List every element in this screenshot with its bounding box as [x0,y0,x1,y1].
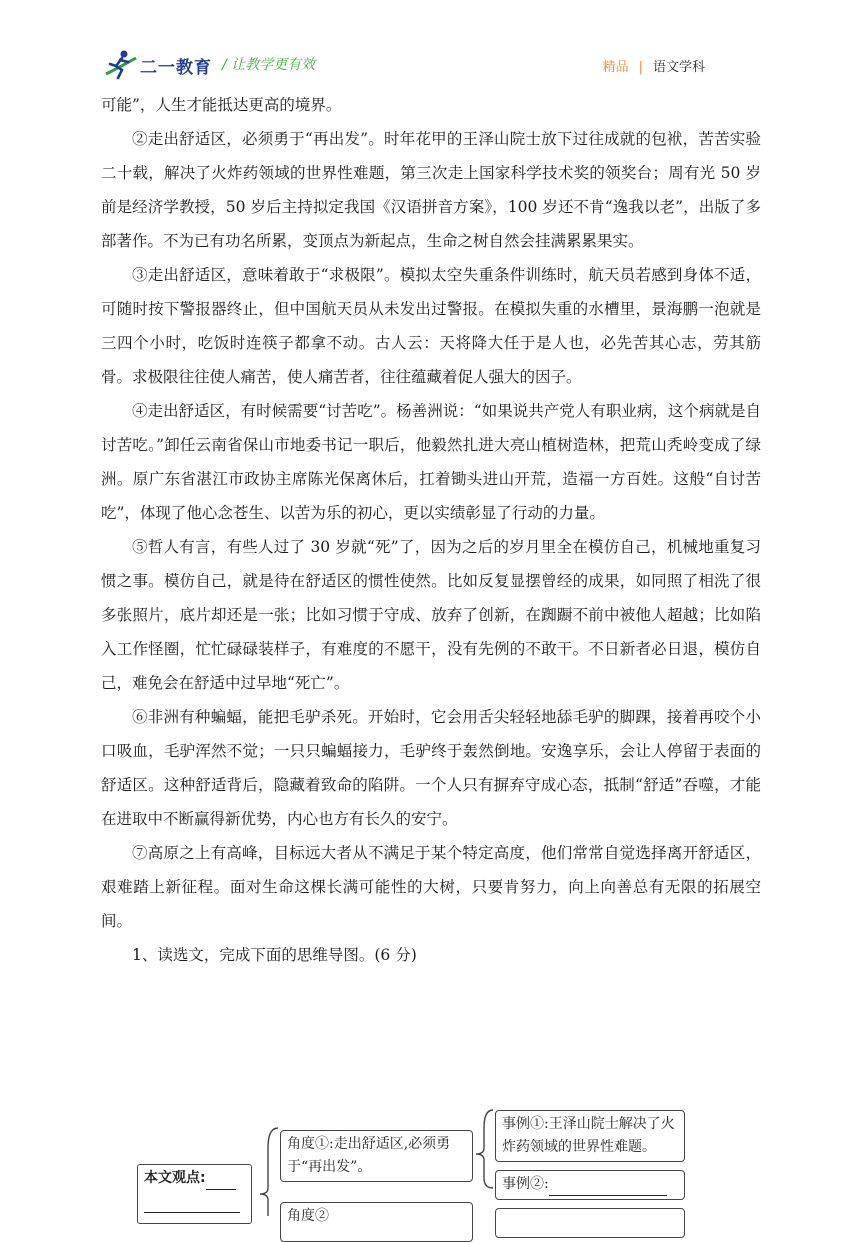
header-separator: | [638,60,643,75]
mind-map [0,1088,860,1224]
answer-blank[interactable] [206,1189,236,1190]
quality-label: 精品 [602,60,629,75]
paragraph: ⑤哲人有言，有些人过了 30 岁就“死”了，因为之后的岁月里全在模仿自己，机械地重复习惯之事。模仿自己，就是待在舒适区的惯性使然。比如反复显摆曾经的成果，如同照了相洗了很多张照片，底片却还是一张；比如习惯于守成、放弃了创新，在踟蹰不前中被他人超越；比如陷入工作怪圈，忙忙碌碌装样子，有难度的不愿干，没有先例的不敢干。不日新者必日退，模仿自己，难免会在舒适中过早地“死亡”。 [101,538,761,692]
article-body [101,88,761,972]
example2-box [495,1170,685,1200]
brand-slogan: / 让教学更有效 [222,57,316,73]
paragraph: ③走出舒适区，意味着敢于“求极限”。模拟太空失重条件训练时，航天员若感到身体不适，可随时按下警报器终止，但中国航天员从未发出过警报。在模拟失重的水槽里，景海鹏一泡就是三四个小时，吃饭时连筷子都拿不动。古人云：天将降大任于是人也，必先苦其心志，劳其筋骨。求极限往往使人痛苦，使人痛苦者，往往蕴藏着促人强大的因子。 [101,266,761,386]
page-header [0,0,860,90]
paragraph: ⑥非洲有种蝙蝠，能把毛驴杀死。开始时，它会用舌尖轻轻地舔毛驴的脚踝，接着再咬个小口吸血，毛驴浑然不觉；一只只蝙蝠接力，毛驴终于轰然倒地。安逸享乐，会让人停留于表面的舒适区。这种舒适背后，隐藏着致命的陷阱。一个人只有摒弃守成心态，抵制“舒适”吞噬，才能在进取中不断赢得新优势，内心也方有长久的安宁。 [101,708,761,828]
paragraph: 可能”，人生才能抵达更高的境界。 [101,96,342,114]
paragraph: ④走出舒适区，有时候需要“讨苦吃”。杨善洲说：“如果说共产党人有职业病，这个病就是自讨苦吃。”卸任云南省保山市地委书记一职后，他毅然扎进大亮山植树造林，把荒山秃岭变成了绿洲。原广东省湛江市政协主席陈光保离休后，扛着锄头进山开荒，造福一方百姓。这般“自讨苦吃”，体现了他心念苍生、以苦为乐的初心，更以实绩彰显了行动的力量。 [101,402,761,522]
brand-name: 二一教育 [140,58,212,78]
header-right [603,56,705,75]
view-label: 本文观点: [144,1170,206,1186]
angle1-box: 角度①:走出舒适区,必须勇于“再出发”。 [280,1130,473,1182]
runner-logo-icon [104,48,138,80]
answer-blank[interactable] [549,1195,667,1196]
paragraph: ⑦高原之上有高峰，目标远大者从不满足于某个特定高度，他们常常自觉选择离开舒适区，艰难踏上新征程。面对生命这棵长满可能性的大树，只要肯努力，向上向善总有无限的拓展空间。 [101,844,761,930]
subject-label: 语文学科 [652,60,705,75]
view-box [137,1164,252,1224]
example1-box: 事例①:王泽山院士解决了火炸药领域的世界性难题。 [495,1110,685,1162]
answer-blank[interactable] [144,1212,240,1213]
angle2-box: 角度② [280,1202,473,1242]
example2-label: 事例②: [502,1176,549,1192]
example3-box [495,1208,685,1238]
paragraph: ②走出舒适区，必须勇于“再出发”。时年花甲的王泽山院士放下过往成就的包袱，苦苦实验二十载，解决了火炸药领域的世界性难题，第三次走上国家科学技术奖的领奖台；周有光 50 岁前是经济学教授，50 岁后主持拟定我国《汉语拼音方案》，100 岁还不肯“逸我以老”，出版了多部著作。不为已有功名所累，变顶点为新起点，生命之树自然会挂满累累果实。 [101,130,761,250]
question-prompt: 1、读选文，完成下面的思维导图。(6 分) [132,946,417,964]
